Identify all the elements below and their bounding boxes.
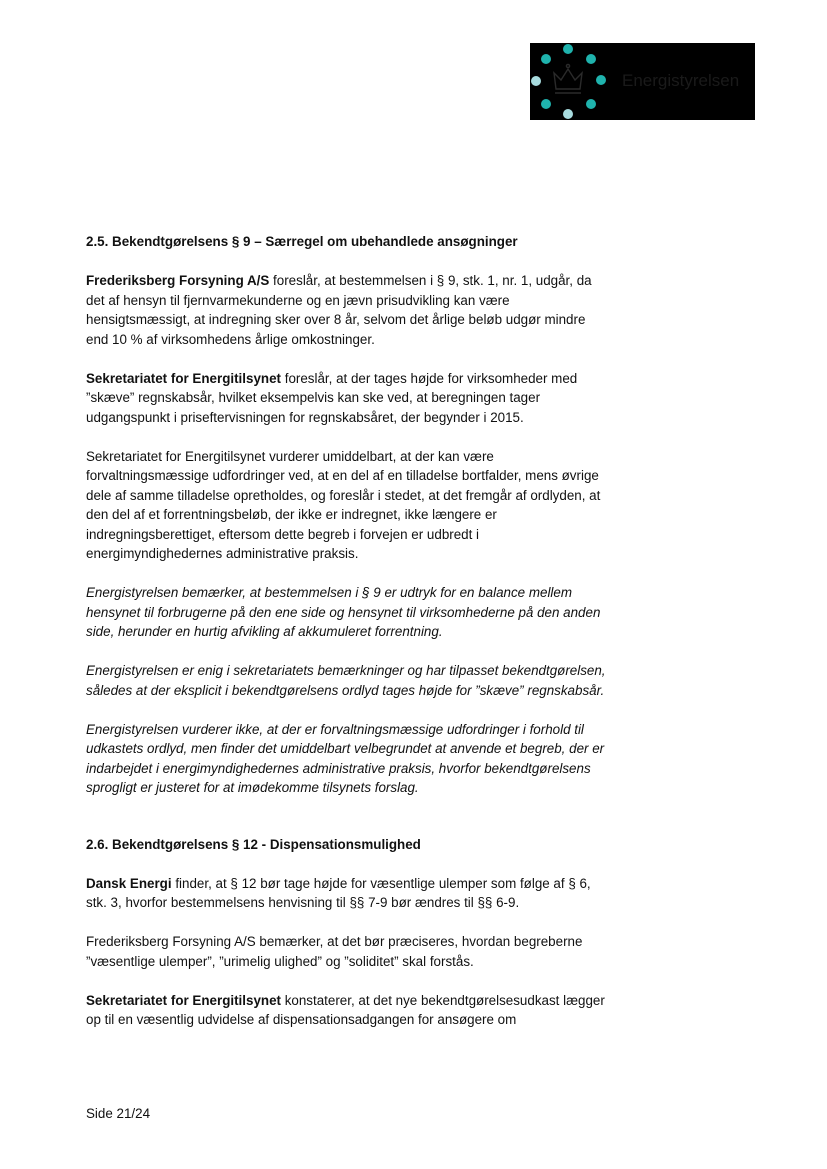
paragraph-text: foreslår, at der tages højde for virksomheder med ”skæve” regnskabsår, hvilket eksempelvis kan ske ved, at beregningen tager udgangspunkt i priseftervisningen for regnskabsåret, der begynder i 2015.: [86, 370, 578, 425]
paragraph: [86, 369, 611, 428]
crown-icon: [554, 64, 582, 93]
logo-dot: [541, 54, 551, 64]
paragraph: Sekretariatet for Energitilsynet vurderer umiddelbart, at der kan være forvaltningsmæssige udfordringer ved, at en del af en tilladelse bortfalder, mens øvrige dele af samme tilladelse opretholdes, og foreslår i stedet, at det fremgår af ordlyden, at den del af et forrentningsbeløb, der ikke er indregnet, ikke længere er indregningsberettiget, eftersom dette begreb i forvejen er udbredt i energimyndighedernes administrative praksis.: [86, 448, 601, 561]
logo-brand-text: Energistyrelsen: [622, 71, 740, 90]
paragraph-lead: Dansk Energi: [86, 875, 172, 891]
document-body: [86, 232, 611, 1030]
logo-dot: [531, 76, 541, 86]
paragraph: [86, 271, 611, 349]
paragraph-lead: Sekretariatet for Energitilsynet: [86, 992, 281, 1008]
paragraph-text: foreslår, at bestemmelsen i § 9, stk. 1, nr. 1, udgår, da det af hensyn til fjernvarmekunderne og en jævn prisudvikling kan være hensigtsmæssigt, at indregning sker over 8 år, selvom det årlige beløb udgør mindre end 10 % af virksomhedens årlige omkostninger.: [86, 273, 592, 347]
logo-dot: [596, 75, 606, 85]
page-number: Side 21/24: [86, 1106, 151, 1121]
paragraph-lead: Frederiksberg Forsyning A/S: [86, 273, 270, 288]
logo-dot: [563, 44, 573, 54]
logo-dot: [541, 99, 551, 109]
section-heading: 2.6. Bekendtgørelsens § 12 - Dispensationsmulighed: [86, 836, 421, 852]
paragraph-text: finder, at § 12 bør tage højde for væsentlige ulemper som følge af § 6, stk. 3, hvorfor bestemmelsens henvisning til §§ 7-9 bør ændres til §§ 6-9.: [86, 875, 591, 910]
logo-dot: [586, 99, 596, 109]
paragraph-response: Energistyrelsen bemærker, at bestemmelsen i § 9 er udtryk for en balance mellem hensynet til forbrugerne på den ene side og hensynet til virksomhederne på den anden side, herunder en hurtig afvikling af akkumuleret forrentning.: [86, 585, 601, 639]
logo-emblem: [530, 43, 622, 120]
paragraph-response: Energistyrelsen er enig i sekretariatets bemærkninger og har tilpasset bekendtgørelsen, således at der eksplicit i bekendtgørelsens ordlyd tages højde for ”skæve” regnskabsår.: [86, 663, 606, 698]
paragraph: [86, 991, 611, 1030]
logo-dot: [563, 109, 573, 119]
logo: [530, 43, 755, 120]
paragraph: Frederiksberg Forsyning A/S bemærker, at det bør præciseres, hvordan begreberne ”væsentlige ulemper”, ”urimelig ulighed” og ”soliditet” skal forstås.: [86, 934, 583, 969]
paragraph-lead: Sekretariatet for Energitilsynet: [86, 370, 281, 386]
logo-dot: [586, 54, 596, 64]
section-heading: 2.5. Bekendtgørelsens § 9 – Særregel om ubehandlede ansøgninger: [86, 234, 518, 249]
paragraph-text: konstaterer, at det nye bekendtgørelsesudkast lægger op til en væsentlig udvidelse af dispensationsadgangen for ansøgere om: [86, 992, 605, 1027]
paragraph-response: Energistyrelsen vurderer ikke, at der er forvaltningsmæssige udfordringer i forhold til udkastets ordlyd, men finder det umiddelbart velbegrundet at anvende et begreb, der er indarbejdet i energimyndighedernes administrative praksis, hvorfor bekendtgørelsens sprogligt er justeret for at imødekomme tilsynets forslag.: [86, 721, 605, 795]
paragraph: [86, 874, 611, 913]
